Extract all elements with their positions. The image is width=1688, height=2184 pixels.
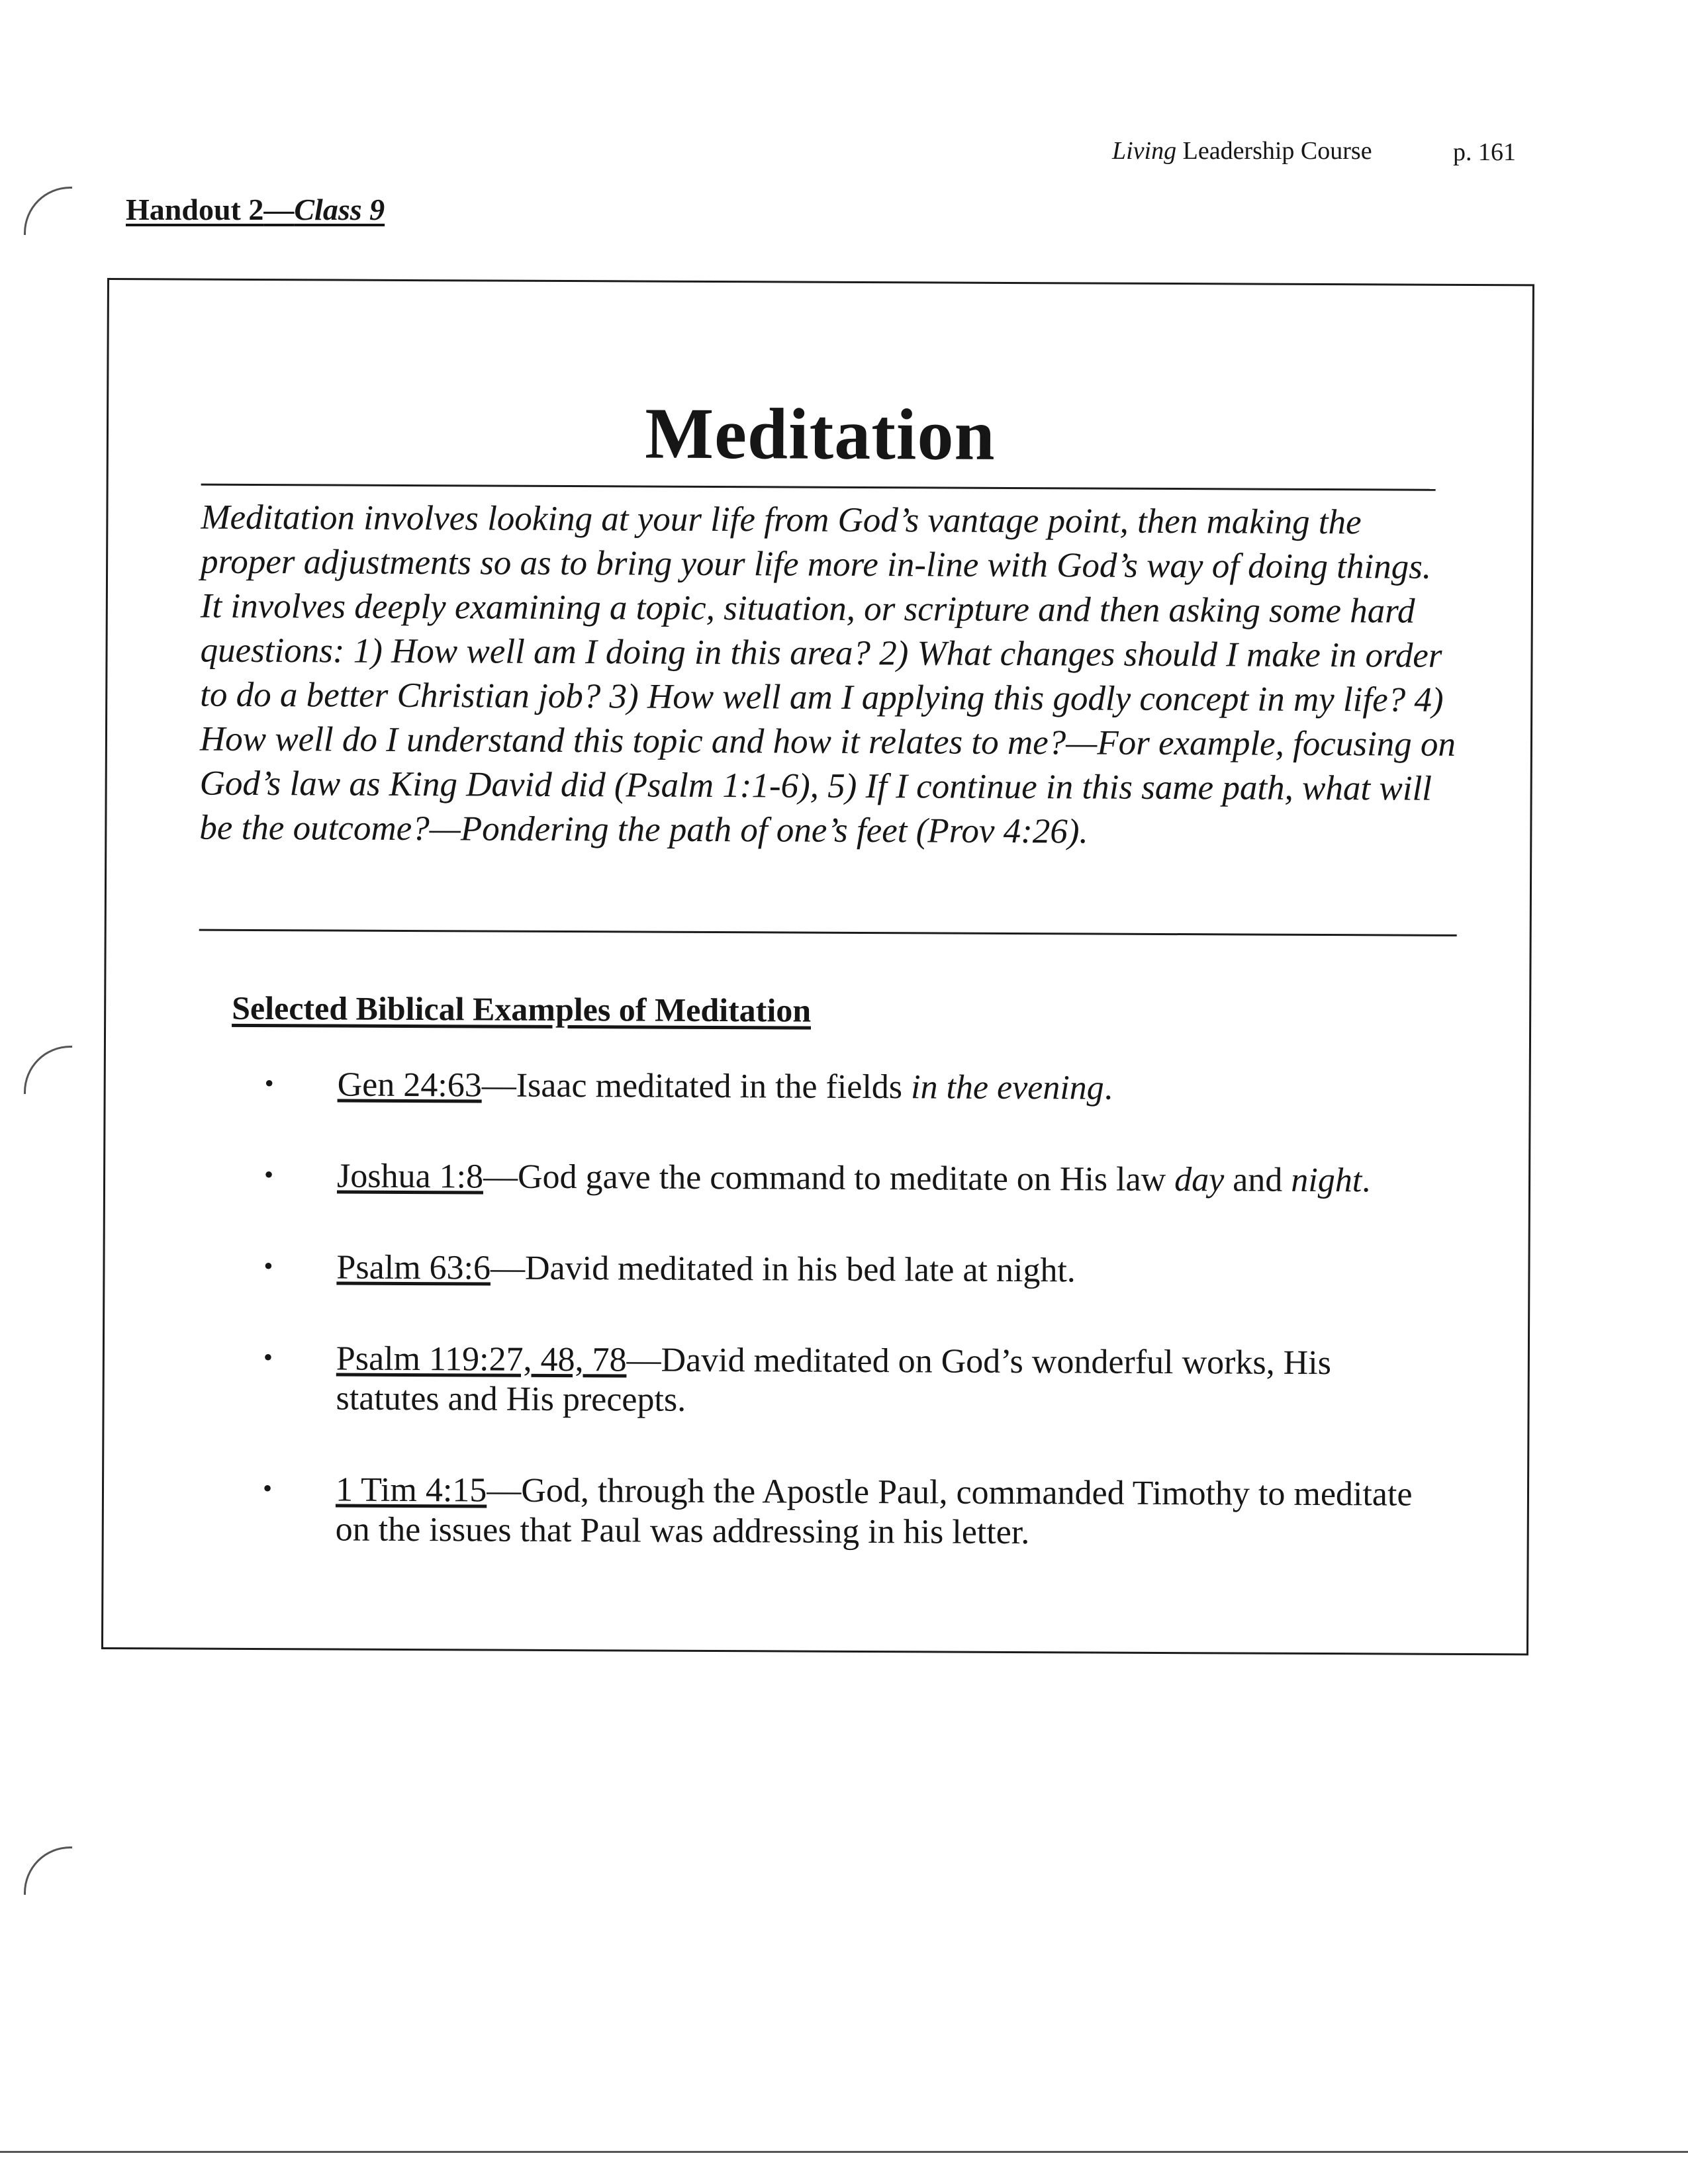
- example-text-end: .: [1103, 1069, 1113, 1107]
- example-text-end: .: [1362, 1161, 1371, 1200]
- scripture-reference: Joshua 1:8: [336, 1157, 484, 1196]
- class-label: Class 9: [294, 193, 385, 226]
- handout-dash: —: [263, 193, 295, 226]
- page-number: p. 161: [1453, 138, 1516, 166]
- list-item: [265, 1065, 1443, 1110]
- bullet-icon: •: [263, 1160, 274, 1190]
- example-text: —Isaac meditated in the fields: [481, 1066, 912, 1107]
- handout-number: Handout 2: [126, 193, 264, 226]
- page-header: [1112, 136, 1536, 165]
- list-item: [263, 1248, 1442, 1293]
- scripture-reference: Psalm 119:27, 48, 78: [336, 1340, 627, 1379]
- example-text: —God gave the command to meditate on His law: [483, 1158, 1175, 1199]
- list-item: [263, 1339, 1442, 1424]
- title-divider: [201, 484, 1436, 491]
- example-text: —David meditated in his bed late at night.: [490, 1249, 1076, 1290]
- binder-hole-mark-icon: [24, 187, 72, 235]
- content-box: [101, 278, 1534, 1655]
- intro-divider: [199, 929, 1457, 936]
- bullet-icon: •: [263, 1251, 273, 1281]
- example-text: —David meditated on God’s wonderful works, His statutes and His precepts.: [336, 1341, 1332, 1419]
- bullet-icon: •: [264, 1068, 274, 1099]
- example-emphasis-2: night: [1291, 1161, 1362, 1200]
- page-title: Meditation: [645, 392, 996, 475]
- examples-list: [263, 1065, 1443, 1555]
- scan-edge-line: [0, 2151, 1688, 2153]
- course-name-rest: Leadership Course: [1176, 137, 1372, 165]
- example-text-middle: and: [1224, 1161, 1291, 1199]
- bullet-icon: •: [263, 1342, 273, 1373]
- scripture-reference: Psalm 63:6: [336, 1248, 491, 1287]
- course-name-italic: Living: [1112, 137, 1177, 165]
- scripture-reference: Gen 24:63: [337, 1066, 482, 1105]
- bullet-icon: •: [262, 1473, 273, 1504]
- example-text: —God, through the Apostle Paul, commanded Timothy to meditate on the issues that Paul was addressing in his letter.: [335, 1471, 1413, 1552]
- example-emphasis: day: [1174, 1161, 1225, 1199]
- list-item: [263, 1470, 1442, 1555]
- handout-label: [126, 192, 385, 227]
- scripture-reference: 1 Tim 4:15: [335, 1471, 487, 1510]
- list-item: [264, 1156, 1442, 1201]
- binder-hole-mark-icon: [24, 1046, 72, 1094]
- example-emphasis: in the evening: [910, 1068, 1104, 1107]
- binder-hole-mark-icon: [24, 1846, 72, 1895]
- intro-paragraph: Meditation involves looking at your life from God’s vantage point, then making the proper adjustments so as to bring your life more in-line with God’s way of doing things. It involves deeply examining a topic, situation, or scripture and then asking some hard questions: 1) How well am I doing in this area? 2) What changes should I make in order to do a better Christian job? 3) How well am I applying this godly concept in my life? 4) How well do I understand this topic and how it relates to me?—For example, focusing on God’s law as King David did (Psalm 1:1-6), 5) If I continue in this same path, what will be the outcome?—Pondering the path of one’s feet (Prov 4:26).: [199, 498, 1456, 851]
- section-heading: Selected Biblical Examples of Meditation: [232, 989, 812, 1029]
